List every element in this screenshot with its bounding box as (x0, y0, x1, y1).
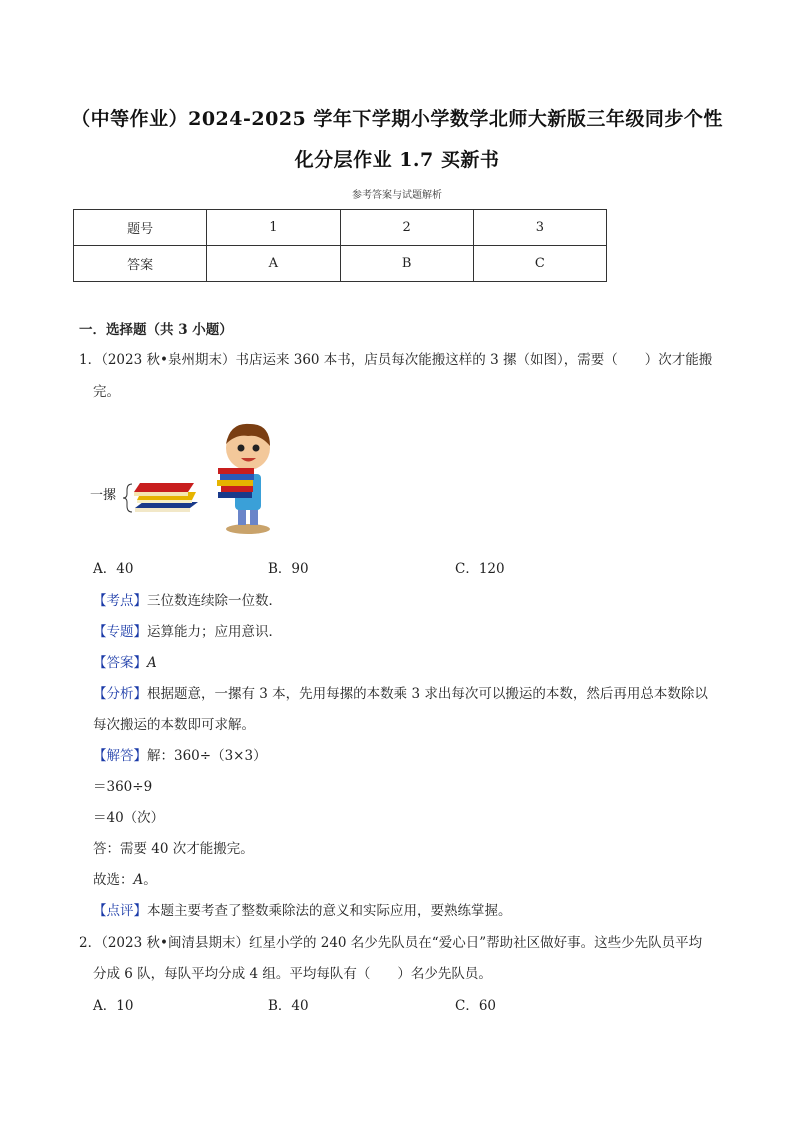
zhuanti-tag: 【专题】 (93, 624, 147, 640)
guxuan-suffix: 。 (143, 872, 157, 888)
fenxi-line (93, 682, 708, 702)
jieda-text: 解：360÷（3×3） (147, 748, 267, 764)
daan-line (93, 651, 157, 671)
option-a[interactable]: A．10 (93, 998, 134, 1014)
jieda-answer: 答：需要 40 次才能搬完。 (93, 841, 254, 857)
question-2-text-cont: 分成 6 队，每队平均分成 4 组。平均每队有（ ）名少先队员。 (93, 966, 492, 982)
question-2-text: 2．（2023 秋•闽清县期末）红星小学的 240 名少先队员在“爱心日”帮助社区做好事。这些少先队员平均 (79, 935, 703, 951)
kaodian-tag: 【考点】 (93, 593, 147, 609)
answer-table-answer-row (74, 246, 607, 282)
books-illustration (90, 412, 290, 542)
zhuanti-text: 运算能力；应用意识． (147, 624, 282, 640)
fenxi-text-cont: 每次搬运的本数即可求解。 (93, 717, 255, 733)
option-a[interactable]: A．40 (93, 561, 134, 577)
option-b[interactable]: B．40 (268, 998, 309, 1014)
table-cell: B (340, 246, 473, 282)
boy-carrying-books-icon (217, 424, 270, 534)
option-c[interactable]: C．60 (455, 998, 497, 1014)
answer-table (73, 209, 607, 282)
zhuanti-line (93, 620, 282, 640)
guxuan-prefix: 故选： (93, 872, 134, 888)
document-title-line1: （中等作业）2024-2025 学年下学期小学数学北师大新版三年级同步个性 (71, 108, 723, 130)
table-cell: A (207, 246, 340, 282)
book-stack-icon (134, 483, 198, 512)
jieda-step-2: ＝360÷9 (93, 779, 153, 795)
kaodian-line (93, 589, 282, 609)
jieda-tag: 【解答】 (93, 748, 147, 764)
option-c[interactable]: C．120 (455, 561, 505, 577)
table-cell: 1 (207, 210, 340, 246)
table-cell: 2 (340, 210, 473, 246)
fenxi-tag: 【分析】 (93, 686, 147, 702)
question-1-text-cont: 完。 (93, 384, 120, 400)
kaodian-text: 三位数连续除一位数． (147, 593, 282, 609)
question-1-text: 1．（2023 秋•泉州期末）书店运来 360 本书，店员每次能搬这样的 3 摞（如图），需要（ ）次才能搬 (79, 352, 713, 368)
brace-icon (123, 484, 132, 512)
guxuan-line (93, 868, 157, 888)
dianping-tag: 【点评】 (93, 903, 147, 919)
answer-table-header-row (74, 210, 607, 246)
jieda-line (93, 744, 267, 764)
document-subtitle: 参考答案与试题解析 (352, 190, 442, 201)
fenxi-text: 根据题意，一摞有 3 本，先用每摞的本数乘 3 求出每次可以搬运的本数，然后再用总本数除以 (147, 686, 708, 702)
jieda-step-3: ＝40（次） (93, 810, 165, 826)
document-title-line2: 化分层作业 1.7 买新书 (294, 149, 500, 171)
guxuan-answer: A (133, 872, 144, 888)
section-heading: 一．选择题（共 3 小题） (79, 322, 233, 338)
daan-tag: 【答案】 (93, 655, 147, 671)
table-cell: C (473, 246, 606, 282)
table-cell: 题号 (74, 210, 207, 246)
daan-text: A (147, 655, 157, 671)
dianping-line (93, 899, 512, 919)
table-cell: 3 (473, 210, 606, 246)
table-cell: 答案 (74, 246, 207, 282)
option-b[interactable]: B．90 (268, 561, 309, 577)
one-stack-label: 一摞 (90, 488, 117, 503)
dianping-text: 本题主要考查了整数乘除法的意义和实际应用，要熟练掌握。 (147, 903, 512, 919)
